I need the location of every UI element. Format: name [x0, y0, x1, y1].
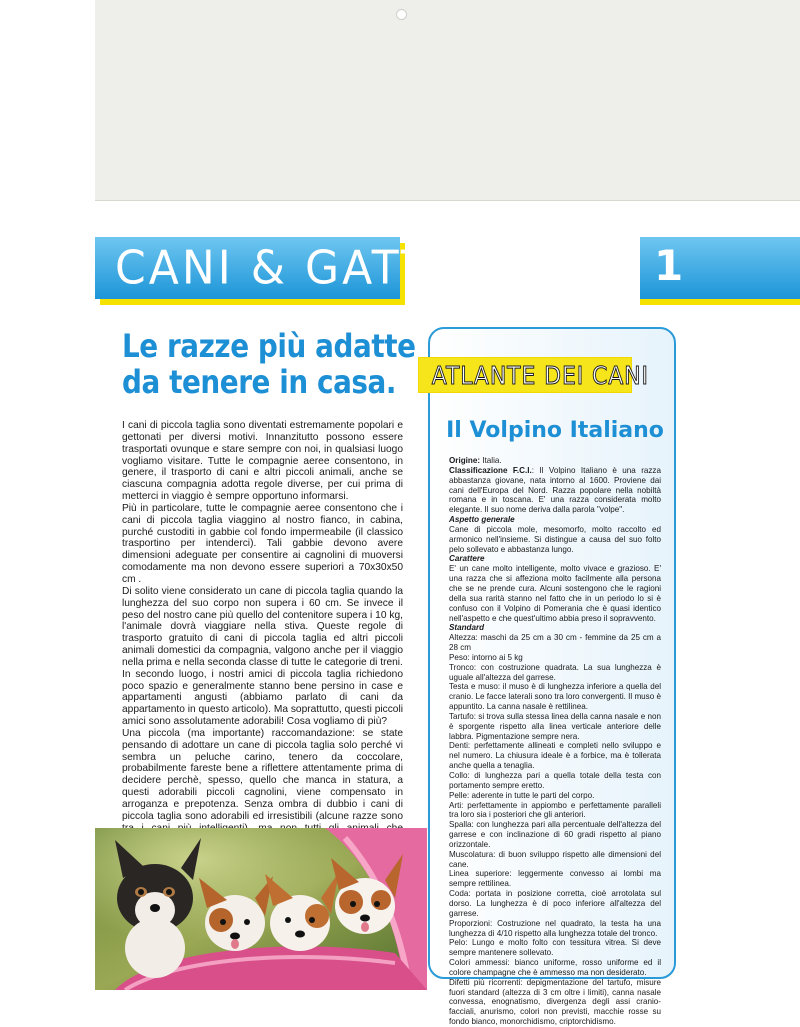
standard-line: Difetti più ricorrenti: depigmentazione del tartufo, misure fuori standard (altezza di 3 cm oltre i limiti), canna nasale convessa, enognatismo, divergenza degli assi cranio-facciali, anurismo, colori non previsti, macchie rosse su fondo bianco, monorchidismo, criptorchidismo.	[449, 977, 661, 1027]
headline-line-2: da tenere in casa.	[122, 363, 397, 401]
carattere-text: E' un cane molto intelligente, molto vivace e grazioso. E' una razza che si affeziona molto facilmente alla persona che se ne prende cura. Alcuni sostengono che le ragioni della sua rarità stanno nel fatto che in un periodo lo si è confuso con il Volpino di Pomerania che è quasi identico nell'aspetto e che quest'ultimo abbia preso il sopravvento.	[449, 564, 661, 623]
standard-line: Tartufo: si trova sulla stessa linea della canna nasale e non è sporgente rispetto alla linea verticale anteriore delle labbra. Pigmentazione sempre nera.	[449, 711, 661, 741]
article-paragraph: Di solito viene considerato un cane di piccola taglia quando la lunghezza del suo corpo non supera i 60 cm. Se invece il peso del nostro cane più quello del contenitore supera i 10 kg, l'animale dovrà viaggiare nella stiva. Queste regole di trasporto gratuito di cani di piccola taglia ed altri piccoli animali domestici da compagnia, valgono anche per il viaggio nella prima e nella seconda classe di tutte le categorie di treni.	[122, 585, 403, 668]
standard-line: Peso: intorno ai 5 kg	[449, 652, 523, 662]
hang-hole	[396, 9, 407, 20]
page-number: 1	[654, 241, 684, 290]
standard-line: Testa e muso: il muso è di lunghezza inferiore a quella del cranio. Le facce laterali sono tra loro convergenti. Il muso è appuntito. La canna nasale è rettilinea.	[449, 682, 661, 712]
page-number-tab	[640, 237, 800, 299]
atlas-label-banner	[418, 357, 649, 393]
aspetto-heading: Aspetto generale	[449, 515, 515, 525]
top-blank-band	[95, 0, 800, 200]
standard-heading: Standard	[449, 623, 485, 633]
standard-line: Pelo: Lungo e molto folto con tessitura vitrea. Si deve sempre mantenere sollevato.	[449, 938, 661, 958]
section-header-banner	[95, 237, 447, 299]
article-headline	[122, 327, 416, 401]
article-paragraph: I cani di piccola taglia sono diventati estremamente popolari e gettonati per diversi motivi. Innanzitutto possono essere trasportati ovunque e stare sempre con noi, in qualsiasi luogo vogliamo visitare. Tutte le compagnie aeree consentono, in genere, il trasporto di cani e altri piccoli animali, anche se ciascuna compagnia adotta regole diverse, per cui prima di metterci in viaggio è sempre opportuno informarsi.	[122, 420, 403, 503]
atlas-label: ATLANTE DEI CANI	[431, 361, 649, 390]
origine-value: Italia.	[480, 456, 502, 465]
standard-line: Pelle: aderente in tutte le parti del corpo.	[449, 790, 595, 800]
band-divider	[95, 200, 800, 201]
standard-line: Colori ammessi: bianco uniforme, rosso uniforme ed il colore champagne che è ammesso ma non desiderato.	[449, 958, 661, 977]
standard-line: Altezza: maschi da 25 cm a 30 cm - femmine da 25 cm a 28 cm	[449, 633, 661, 653]
standard-line: Denti: perfettamente allineati e completi nello sviluppo e nel numero. La chiusura ideale è a forbice, ma è tollerata anche quella a tenaglia.	[449, 741, 661, 771]
classificazione-line	[449, 466, 661, 515]
breed-title: Il Volpino Italiano	[446, 418, 664, 443]
standard-line: Tronco: con costruzione quadrata. La sua lunghezza è uguale all'altezza del garrese.	[449, 662, 661, 682]
classificazione-value: : Il Volpino Italiano è una razza abbastanza giovane, nata intorno al 1600. Proviene dai cani dell'Europa del Nord. Razza popolare nella nobiltà romana e in toscana. E' una razza considerata molto elegante. Il suo nome deriva dalla parola "volpe".	[449, 465, 661, 515]
standard-line: Linea superiore: leggermente convesso ai lombi ma sempre rettilinea.	[449, 869, 661, 889]
breed-description	[449, 456, 661, 1027]
classificazione-label: Classificazione F.C.I.	[449, 465, 532, 475]
origine-line	[449, 456, 661, 466]
puppies-photo	[95, 828, 427, 990]
article-paragraph: Più in particolare, tutte le compagnie aeree consentono che i cani di piccola taglia viaggino al nostro fianco, in cabina, purché custoditi in gabbie col fondo impermeabile (il classico trasportino per intenderci). Tali gabbie devono avere dimensioni adeguate per consentire ai cagnolini di muoversi comodamente ma non devono essere superiori a 70x30x50 cm .	[122, 502, 403, 585]
headline-line-1: Le razze più adatte	[122, 327, 416, 365]
standard-line: Spalla: con lunghezza pari alla percentuale dell'altezza del garrese e con inclinazione di 60 gradi rispetto al piano orizzontale.	[449, 820, 661, 849]
standard-line: Coda: portata in posizione corretta, cioè arrotolata sul dorso. La lunghezza è di poco inferiore all'altezza del garrese.	[449, 889, 661, 918]
standard-line: Collo: di lunghezza pari a quella totale della testa con portamento sempre eretto.	[449, 771, 661, 790]
article-paragraph: Una piccola (ma importante) raccomandazione: se state pensando di adottare un cane di piccola taglia solo perché vi sembra un peluche carino, tenero da coccolare, probabilmente fareste bene a riflettere attentamente prima di decidere perchè, spesso, quello che manca in statura, a questi adorabili piccoli cagnolini, viene compensato in arroganza e prepotenza. Senza ombra di dubbio i cani di piccola taglia sono adorabili ed irresistibili (alcune razze sono	[122, 727, 403, 822]
origine-label: Origine:	[449, 456, 481, 465]
carattere-heading: Carattere	[449, 554, 485, 564]
standard-line: Muscolatura: di buon sviluppo rispetto alle dimensioni del cane.	[449, 849, 661, 869]
section-title: CANI & GATTI	[115, 241, 447, 296]
article-paragraph: In secondo luogo, i nostri amici di piccola taglia richiedono poco spazio e generalmente stanno bene persino in case e appartamenti angusti (abbiamo parlato di cani da appartamento in questo articolo). Ma soprattutto, questi piccoli amici sono assolutamente adorabili! Cosa vogliamo di più?	[122, 668, 403, 728]
standard-line: Proporzioni: Costruzione nel quadrato, la testa ha una lunghezza di 4/10 rispetto alla lunghezza totale del tronco.	[449, 918, 661, 938]
standard-line: Arti: perfettamente in appiombo e perfettamente paralleli tra loro sia i posteriori che gli anteriori.	[449, 800, 661, 820]
aspetto-text: Cane di piccola mole, mesomorfo, molto raccolto ed armonico nell'insieme. Si distingue a causa del suo folto pelo sollevato e abbastanza lungo.	[449, 524, 661, 554]
